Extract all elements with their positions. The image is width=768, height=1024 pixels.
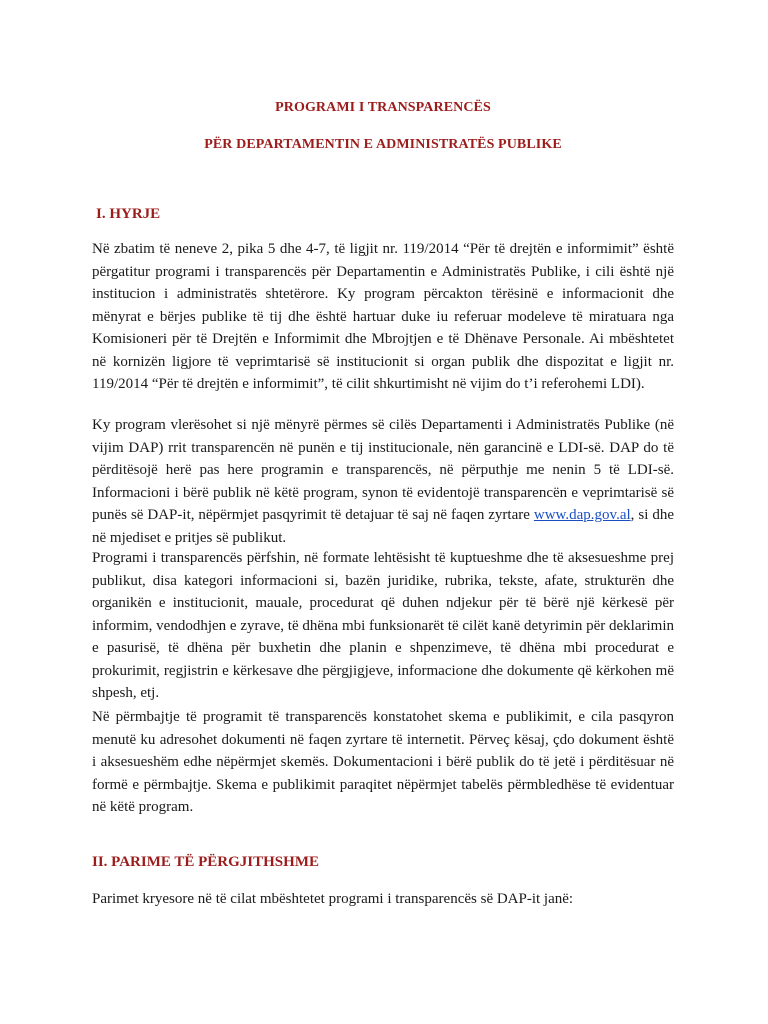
paragraph-2-text-before-link: Ky program vlerësohet si një mënyrë përmes së cilës Departamenti i Administratës Publike (në vijim DAP) rrit transparencën në punën e tij institucionale, nën garancinë e LDI-së. DAP do të përditësojë herë pas here programin e transparencës, në përputhje me nenin 5 të LDI-së. Informacioni i bërë publik në këtë program, synon të evidentojë transparencën e veprimtarisë së punës së DAP-it, nëpërmjet pasqyrimit të detajuar të saj në faqen zyrtare (92, 417, 674, 523)
section-heading-introduction: I. HYRJE (96, 206, 161, 222)
paragraph-3: Programi i transparencës përfshin, në formate lehtësisht të kuptueshme dhe të aksesueshme prej publikut, disa kategori informacioni si, bazën juridike, rubrika, tekste, afate, strukturën dhe organikën e institucionit, mauale, procedurat që duhen ndjekur për të bërë një kërkesë për informim, vendodhjen e zyrave, të dhëna mbi funksionarët të cilët kanë detyrimin për deklarimin e pasurisë, të dhëna për buxhetin dhe planin e shpenzimeve, të dhëna mbi procedurat e prokurimit, regjistrin e kërkesave dhe përgjigjeve, informacione dhe dokumente që kërkohen më shpesh, etj. (92, 550, 674, 701)
document-title-line1: PROGRAMI I TRANSPARENCËS (275, 100, 491, 115)
paragraph-2-text-after-link: , si dhe në mjediset e pritjes së publikut. (92, 507, 674, 546)
paragraph-2 (92, 414, 674, 549)
paragraph-1: Në zbatim të neneve 2, pika 5 dhe 4-7, të ligjit nr. 119/2014 “Për të drejtën e informimit” është përgatitur programi i transparencës për Departamentin e Administratës Publike, i cili është një institucion i administratës shtetërore. Ky program përcakton tërësinë e informacionit dhe mënyrat e bërjes publike të tij dhe është hartuar duke iu referuar modeleve të miratuara nga Komisioneri për të Drejtën e Informimit dhe Mbrojtjen e të Dhënave Personale. Ai mbështetet në kornizën ligjore të veprimtarisë së institucionit si organ publik dhe dispozitat e ligjit nr. 119/2014 “Për të drejtën e informimit”, të cilit shkurtimisht në vijim do t’i referohemi LDI). (92, 241, 674, 392)
section-heading-general-principles: II. PARIME TË PËRGJITHSHME (92, 854, 319, 870)
document-title-line2: PËR DEPARTAMENTIN E ADMINISTRATËS PUBLIKE (204, 137, 562, 152)
dap-website-link[interactable]: www.dap.gov.al (533, 507, 631, 523)
paragraph-5: Parimet kryesore në të cilat mbështetet programi i transparencës së DAP-it janë: (92, 891, 574, 907)
paragraph-4: Në përmbajtje të programit të transparencës konstatohet skema e publikimit, e cila pasqyron menutë ku adresohet dokumenti në faqen zyrtare të internetit. Përveç kësaj, çdo dokument është i aksesueshëm edhe nëpërmjet skemës. Dokumentacioni i bërë publik do të jetë i përditësuar në formë e përmbajtje. Skema e publikimit paraqitet nëpërmjet tabelës përmbledhëse të evidentuar në këtë program. (92, 709, 674, 815)
